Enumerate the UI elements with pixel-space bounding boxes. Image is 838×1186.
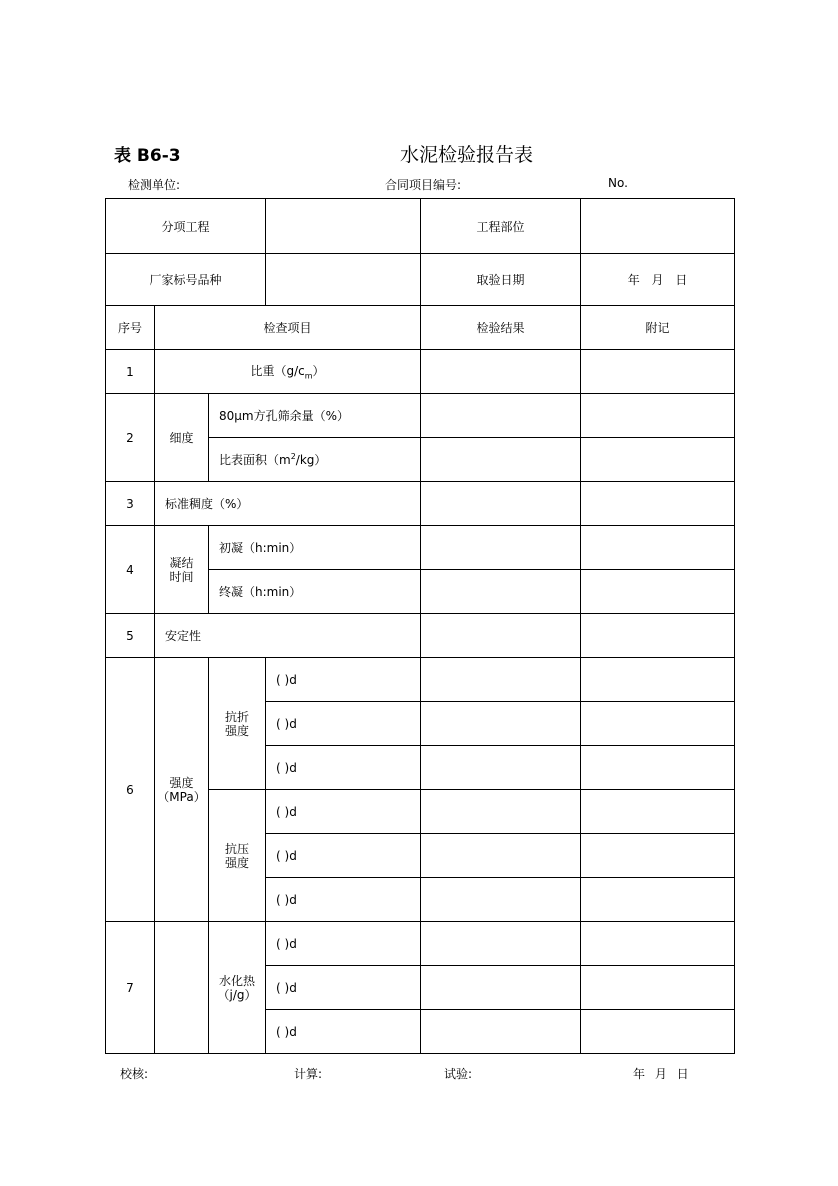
age-cell[interactable]: ( )d <box>266 834 421 878</box>
subproject-label: 分项工程 <box>106 199 266 254</box>
report-table <box>105 198 735 1054</box>
age-cell[interactable]: ( )d <box>266 878 421 922</box>
result-cell[interactable] <box>421 570 581 614</box>
calculator-label: 计算: <box>294 1067 323 1081</box>
setting-time-group-label: 凝结 时间 <box>155 526 209 614</box>
info-row-subproject <box>106 199 735 254</box>
note-cell[interactable] <box>581 790 735 834</box>
row-consistency <box>106 482 735 526</box>
note-cell[interactable] <box>581 482 735 526</box>
row-fineness-sieve <box>106 394 735 438</box>
result-cell[interactable] <box>421 526 581 570</box>
document-number-label: No. <box>608 176 628 190</box>
col-item-header: 检查项目 <box>155 306 421 350</box>
note-cell[interactable] <box>581 834 735 878</box>
age-cell[interactable]: ( )d <box>266 922 421 966</box>
sieve-residue-label: 80μm方孔筛余量（%） <box>209 394 421 438</box>
result-cell[interactable] <box>421 790 581 834</box>
result-cell[interactable] <box>421 878 581 922</box>
form-code: 表 B6-3 <box>114 146 181 166</box>
result-cell[interactable] <box>421 614 581 658</box>
subproject-value[interactable] <box>266 199 421 254</box>
row-seq: 6 <box>106 658 155 922</box>
row-seq: 2 <box>106 394 155 482</box>
result-cell[interactable] <box>421 702 581 746</box>
result-cell[interactable] <box>421 394 581 438</box>
initial-setting-label: 初凝（h:min） <box>209 526 421 570</box>
strength-group-label: 强度 （MPa） <box>155 658 209 922</box>
hydration-group-blank <box>155 922 209 1054</box>
checker-label: 校核: <box>120 1067 149 1081</box>
flexural-strength-label: 抗折 强度 <box>209 658 266 790</box>
row-hydration-heat <box>106 922 735 966</box>
specific-surface-label: 比表面积$(m^2/kg)$ <box>209 438 421 482</box>
manufacturer-value[interactable] <box>266 254 421 306</box>
sampling-date-label: 取验日期 <box>421 254 581 306</box>
row-seq: 3 <box>106 482 155 526</box>
note-cell[interactable] <box>581 878 735 922</box>
fineness-group-label: 细度 <box>155 394 209 482</box>
tester-label: 试验: <box>444 1067 473 1081</box>
result-cell[interactable] <box>421 1010 581 1054</box>
age-cell[interactable]: ( )d <box>266 966 421 1010</box>
note-cell[interactable] <box>581 394 735 438</box>
note-cell[interactable] <box>581 1010 735 1054</box>
row-setting-initial <box>106 526 735 570</box>
col-result-header: 检验结果 <box>421 306 581 350</box>
result-cell[interactable] <box>421 438 581 482</box>
age-cell[interactable]: ( )d <box>266 790 421 834</box>
age-cell[interactable]: ( )d <box>266 702 421 746</box>
note-cell[interactable] <box>581 966 735 1010</box>
sampling-date-value[interactable]: 年 月 日 <box>581 254 735 306</box>
age-cell[interactable]: ( )d <box>266 746 421 790</box>
result-cell[interactable] <box>421 922 581 966</box>
note-cell[interactable] <box>581 658 735 702</box>
testing-unit-label: 检测单位: <box>128 178 181 192</box>
age-cell[interactable]: ( )d <box>266 658 421 702</box>
result-cell[interactable] <box>421 482 581 526</box>
page-title: 水泥检验报告表 <box>400 144 534 166</box>
soundness-label: 安定性 <box>155 614 421 658</box>
note-cell[interactable] <box>581 922 735 966</box>
result-cell[interactable] <box>421 834 581 878</box>
footer-date: 年 月 日 <box>633 1067 689 1081</box>
note-cell[interactable] <box>581 526 735 570</box>
row-seq: 7 <box>106 922 155 1054</box>
column-header-row <box>106 306 735 350</box>
manufacturer-label: 厂家标号品种 <box>106 254 266 306</box>
consistency-label: 标准稠度（%） <box>155 482 421 526</box>
row-seq: 5 <box>106 614 155 658</box>
note-cell[interactable] <box>581 746 735 790</box>
row-strength <box>106 658 735 702</box>
compressive-strength-label: 抗压 强度 <box>209 790 266 922</box>
note-cell[interactable] <box>581 570 735 614</box>
row-specific-gravity <box>106 350 735 394</box>
location-label: 工程部位 <box>421 199 581 254</box>
contract-number-label: 合同项目编号: <box>385 178 462 192</box>
row-seq: 4 <box>106 526 155 614</box>
note-cell[interactable] <box>581 614 735 658</box>
row-soundness <box>106 614 735 658</box>
col-seq-header: 序号 <box>106 306 155 350</box>
result-cell[interactable] <box>421 350 581 394</box>
hydration-heat-label: 水化热 （j/g） <box>209 922 266 1054</box>
row-seq: 1 <box>106 350 155 394</box>
final-setting-label: 终凝（h:min） <box>209 570 421 614</box>
note-cell[interactable] <box>581 438 735 482</box>
specific-gravity-label: 比重$(g/c_m)$ <box>155 350 421 394</box>
result-cell[interactable] <box>421 966 581 1010</box>
result-cell[interactable] <box>421 746 581 790</box>
result-cell[interactable] <box>421 658 581 702</box>
age-cell[interactable]: ( )d <box>266 1010 421 1054</box>
location-value[interactable] <box>581 199 735 254</box>
col-note-header: 附记 <box>581 306 735 350</box>
info-row-manufacturer <box>106 254 735 306</box>
note-cell[interactable] <box>581 702 735 746</box>
note-cell[interactable] <box>581 350 735 394</box>
